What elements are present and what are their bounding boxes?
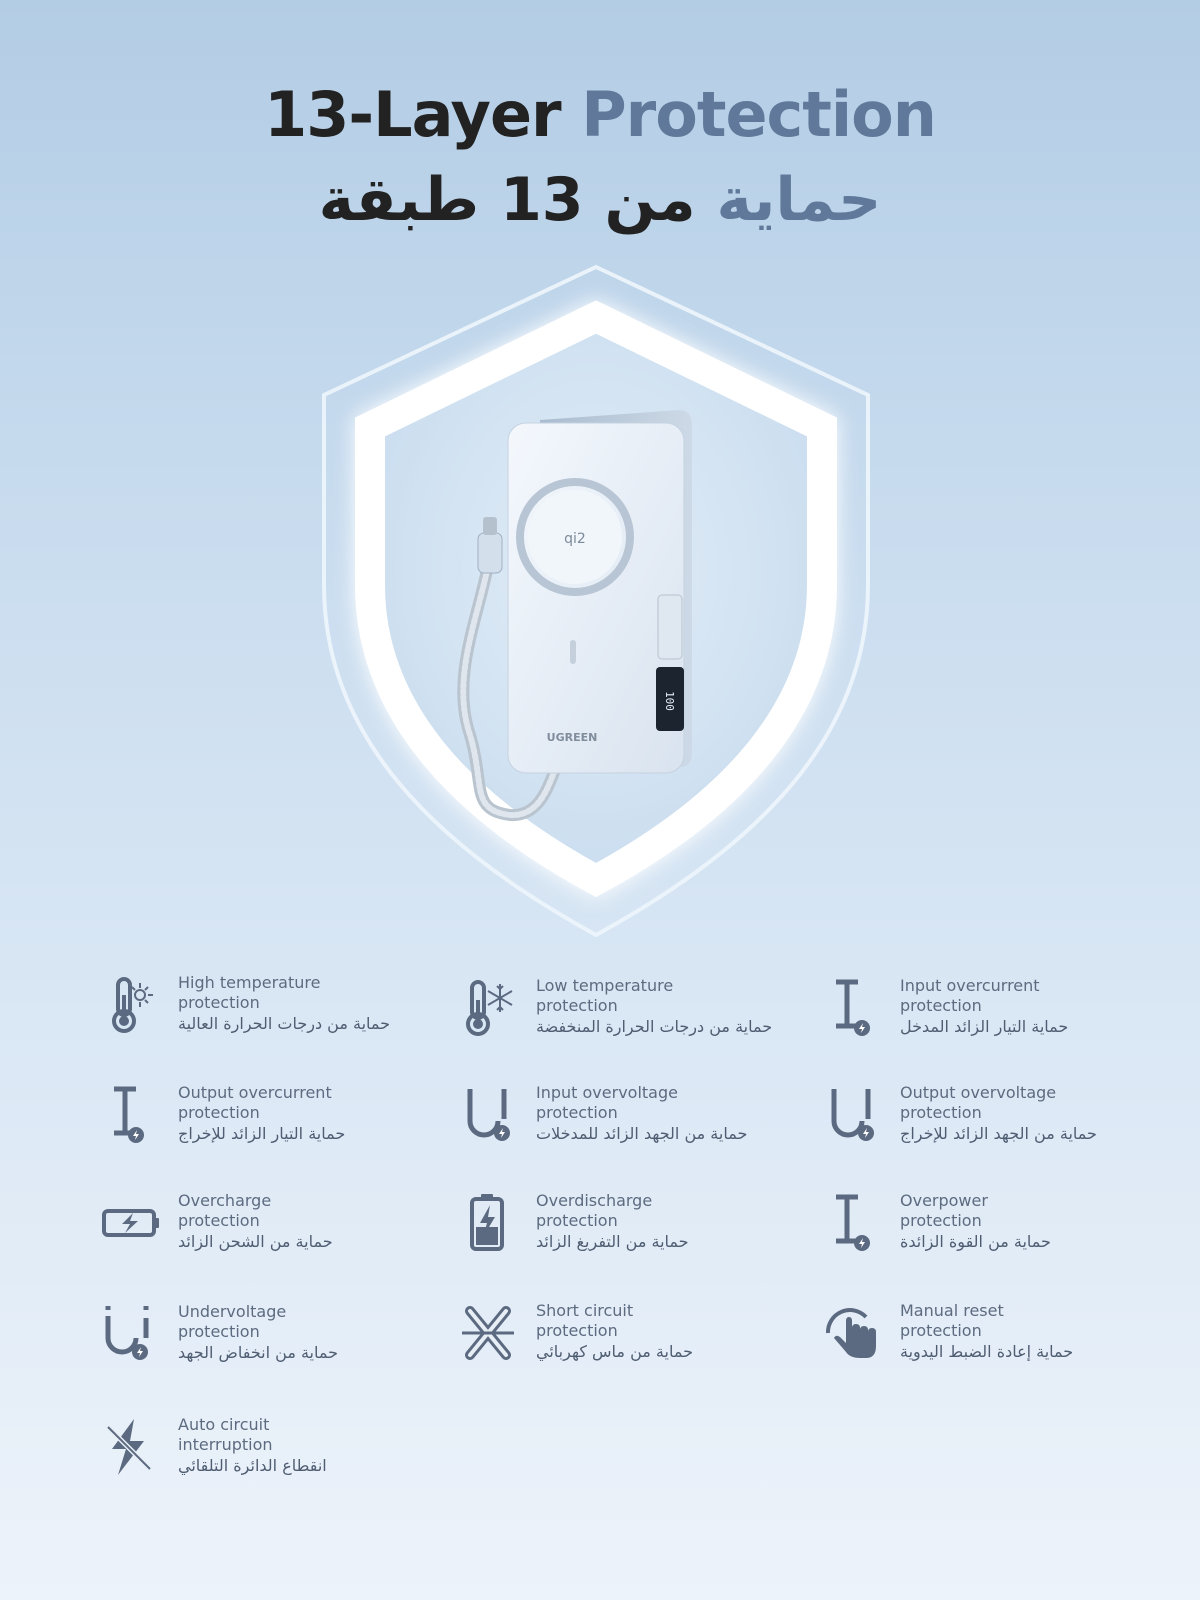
feature-item xyxy=(100,1083,440,1163)
feature-label-en: Auto circuit interruption xyxy=(178,1415,273,1454)
feature-label-ar: حماية من ماس كهربائي xyxy=(536,1342,693,1361)
feature-item xyxy=(100,1302,440,1382)
feature-text xyxy=(178,973,448,1034)
feature-item xyxy=(100,973,440,1053)
feature-label-ar: حماية إعادة الضبط اليدوية xyxy=(900,1342,1074,1361)
shield-graphic xyxy=(300,255,900,955)
feature-label-en: Input overcurrent protection xyxy=(900,976,1040,1015)
undervoltage-icon xyxy=(100,1302,160,1366)
feature-label-ar: حماية من درجات الحرارة العالية xyxy=(178,1014,391,1033)
feature-label-en: Undervoltage protection xyxy=(178,1302,287,1341)
feature-item xyxy=(822,1301,1162,1381)
feature-label-ar: حماية من الجهد الزائد للمدخلات xyxy=(536,1124,748,1143)
feature-item xyxy=(822,1191,1162,1271)
feature-label-en: Manual reset protection xyxy=(900,1301,1004,1340)
output-overcurrent-icon xyxy=(100,1083,160,1147)
feature-label-en: Low temperature protection xyxy=(536,976,674,1015)
feature-item xyxy=(458,1191,798,1271)
feature-text xyxy=(536,1191,806,1252)
short-circuit-icon xyxy=(458,1301,518,1365)
feature-label-ar: حماية من درجات الحرارة المنخفضة xyxy=(536,1017,773,1036)
feature-label-en: Input overvoltage protection xyxy=(536,1083,678,1122)
feature-label-en: High temperature protection xyxy=(178,973,321,1012)
feature-text xyxy=(900,976,1170,1037)
page-title-ar xyxy=(0,165,1200,235)
overpower-icon xyxy=(822,1191,882,1255)
feature-item xyxy=(100,1415,440,1495)
feature-text xyxy=(178,1083,448,1144)
feature-label-ar: حماية التيار الزائد للإخراج xyxy=(178,1124,346,1143)
hero-shield-illustration xyxy=(300,255,900,955)
battery-charging-icon xyxy=(100,1191,160,1255)
feature-item xyxy=(822,1083,1162,1163)
feature-label-ar: حماية من انخفاض الجهد xyxy=(178,1343,339,1362)
feature-item xyxy=(458,1083,798,1163)
svg-text:qi2: qi2 xyxy=(564,531,586,547)
feature-label-en: Short circuit protection xyxy=(536,1301,634,1340)
thermometer-high-icon xyxy=(100,973,160,1037)
feature-text xyxy=(536,1301,806,1362)
feature-item xyxy=(458,1301,798,1381)
feature-label-ar: حماية التيار الزائد المدخل xyxy=(900,1017,1069,1036)
brand-logo: UGREEN xyxy=(546,731,598,744)
feature-text xyxy=(178,1191,448,1252)
feature-label-ar: انقطاع الدائرة التلقائي xyxy=(178,1456,327,1475)
feature-label-ar: حماية من القوة الزائدة xyxy=(900,1232,1051,1251)
title-en-accent: Protection xyxy=(581,78,936,151)
feature-item xyxy=(458,976,798,1056)
feature-label-en: Overpower protection xyxy=(900,1191,988,1230)
manual-reset-hand-icon xyxy=(822,1301,882,1365)
feature-label-en: Output overvoltage protection xyxy=(900,1083,1057,1122)
feature-text xyxy=(900,1301,1170,1362)
title-en-main: 13-Layer xyxy=(264,78,561,151)
feature-text xyxy=(536,1083,806,1144)
feature-text xyxy=(900,1191,1170,1252)
feature-text xyxy=(178,1302,448,1363)
feature-label-ar: حماية من التفريغ الزائد xyxy=(536,1232,689,1251)
feature-label-en: Output overcurrent protection xyxy=(178,1083,332,1122)
feature-item xyxy=(822,976,1162,1056)
feature-item xyxy=(100,1191,440,1271)
input-overvoltage-icon xyxy=(458,1083,518,1147)
title-ar-accent: حماية xyxy=(716,165,882,235)
feature-label-ar: حماية من الشحن الزائد xyxy=(178,1232,333,1251)
feature-label-en: Overdischarge protection xyxy=(536,1191,653,1230)
auto-interrupt-icon xyxy=(100,1415,160,1479)
title-ar-main: من 13 طبقة xyxy=(318,165,696,235)
thermometer-snow-icon xyxy=(458,976,518,1040)
feature-label-ar: حماية من الجهد الزائد للإخراج xyxy=(900,1124,1097,1143)
display-readout: 100 xyxy=(663,691,676,711)
output-overvoltage-icon xyxy=(822,1083,882,1147)
feature-label-en: Overcharge protection xyxy=(178,1191,272,1230)
feature-text xyxy=(900,1083,1170,1144)
feature-text xyxy=(536,976,806,1037)
input-overcurrent-icon xyxy=(822,976,882,1040)
feature-text xyxy=(178,1415,448,1476)
battery-discharge-icon xyxy=(458,1191,518,1255)
page-title-en xyxy=(0,78,1200,151)
